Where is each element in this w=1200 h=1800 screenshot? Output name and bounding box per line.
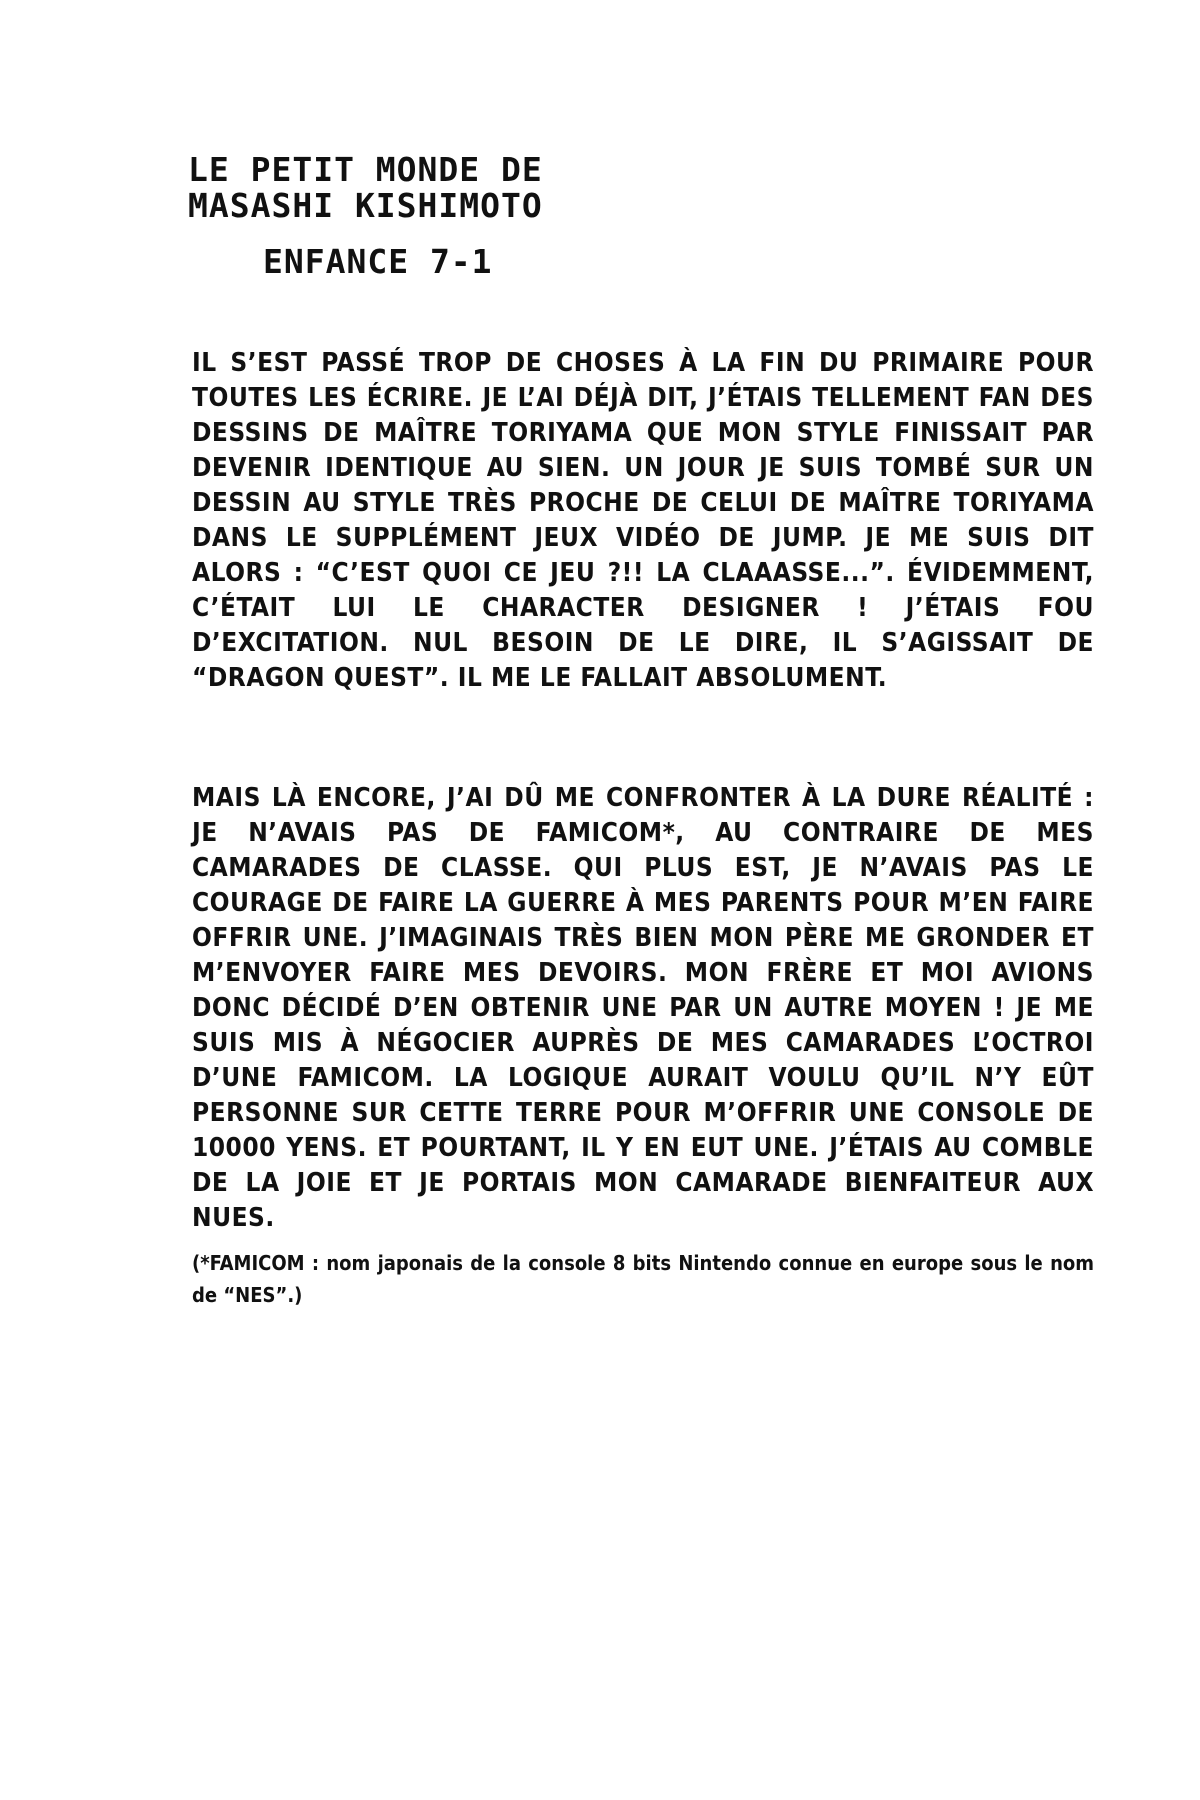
title-block: [188, 152, 608, 280]
paragraph-2: MAIS LÀ ENCORE, J’AI DÛ ME CONFRONTER À LA DURE RÉALITÉ : JE N’AVAIS PAS DE FAMICOM*, AU CONTRAIRE DE MES CAMARADES DE CLASSE. QUI PLUS EST, JE N’AVAIS PAS LE COURAGE DE FAIRE LA GUERRE À MES PARENTS POUR M’EN FAIRE OFFRIR UNE. J’IMAGINAIS TRÈS BIEN MON PÈRE ME GRONDER ET M’ENVOYER FAIRE MES DEVOIRS. MON FRÈRE ET MOI AVIONS DONC DÉCIDÉ D’EN OBTENIR UNE PAR UN AUTRE MOYEN ! JE ME SUIS MIS À NÉGOCIER AUPRÈS DE MES CAMARADES L’OCTROI D’UNE FAMICOM. LA LOGIQUE AURAIT VOULU QU’IL N’Y EÛT PERSONNE SUR CETTE TERRE POUR M’OFFRIR UNE CONSOLE DE 10000 YENS. ET POURTANT, IL Y EN EUT UNE. J’ÉTAIS AU COMBLE DE LA JOIE ET JE PORTAIS MON CAMARADE BIENFAITEUR AUX NUES.: [192, 783, 1094, 1233]
title-line-2: MASASHI KISHIMOTO: [188, 186, 543, 225]
title-line-1: LE PETIT MONDE DE: [188, 150, 543, 189]
footnote: (*FAMICOM : nom japonais de la console 8 bits Nintendo connue en europe sous le nom de “NES”.): [192, 1251, 1094, 1307]
chapter-subtitle: ENFANCE 7-1: [263, 242, 493, 281]
paragraph-1: IL S’EST PASSÉ TROP DE CHOSES À LA FIN DU PRIMAIRE POUR TOUTES LES ÉCRIRE. JE L’AI DÉJÀ DIT, J’ÉTAIS TELLEMENT FAN DES DESSINS DE MAÎTRE TORIYAMA QUE MON STYLE FINISSAIT PAR DEVENIR IDENTIQUE AU SIEN. UN JOUR JE SUIS TOMBÉ SUR UN DESSIN AU STYLE TRÈS PROCHE DE CELUI DE MAÎTRE TORIYAMA DANS LE SUPPLÉMENT JEUX VIDÉO DE JUMP. JE ME SUIS DIT ALORS : “C’EST QUOI CE JEU ?!! LA CLAAASSE...”. ÉVIDEMMENT, C’ÉTAIT LUI LE CHARACTER DESIGNER ! J’ÉTAIS FOU D’EXCITATION. NUL BESOIN DE LE DIRE, IL S’AGISSAIT DE “DRAGON QUEST”. IL ME LE FALLAIT ABSOLUMENT.: [192, 348, 1094, 693]
